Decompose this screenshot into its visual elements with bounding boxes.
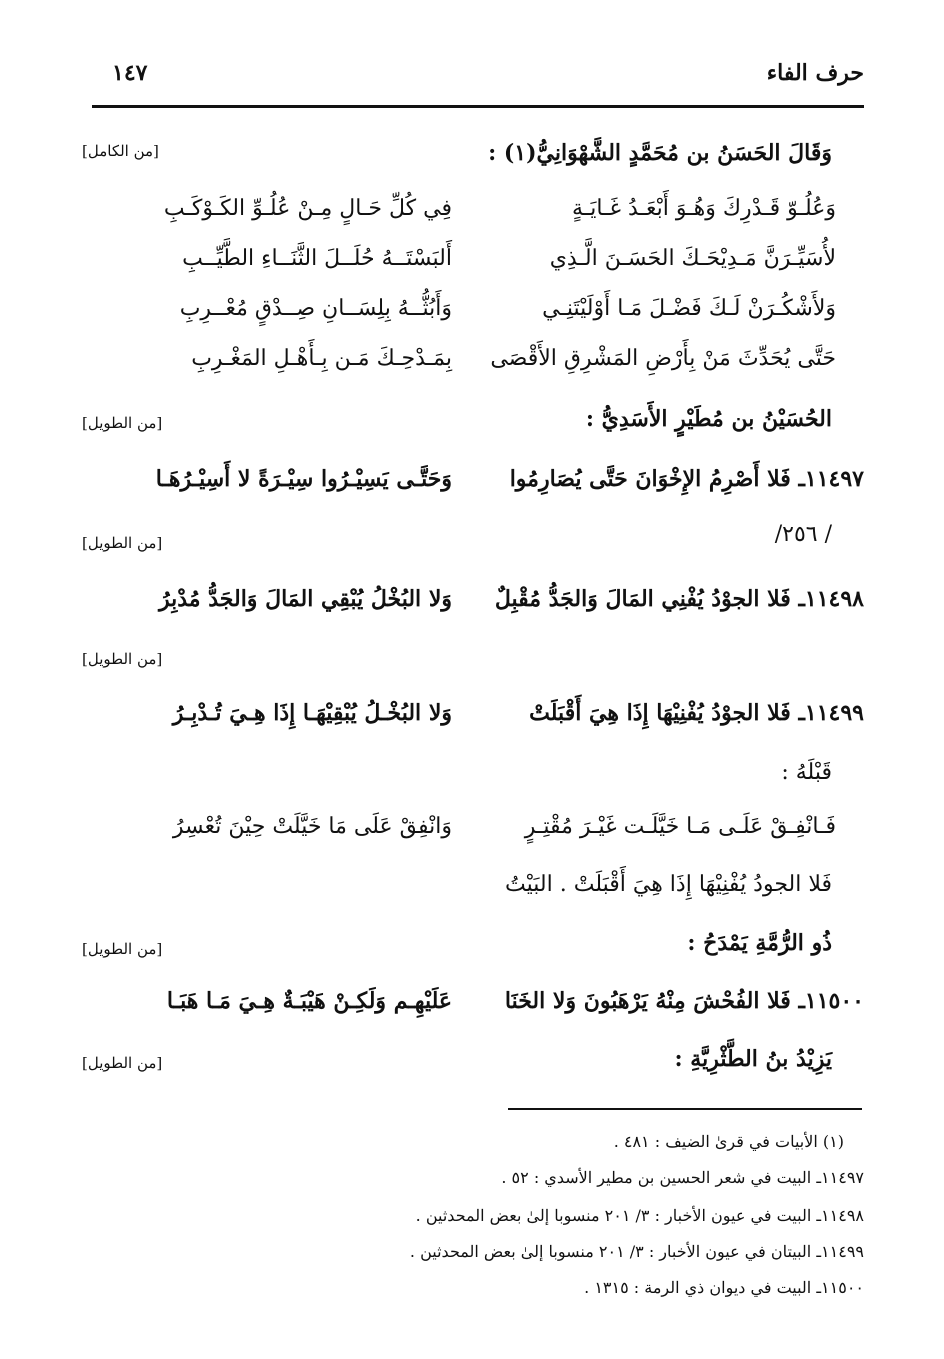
source-ref: / ٢٥٦/: [774, 522, 832, 547]
verse-text: فَلا الفُحْشَ مِنْهُ يَرْهَبُونَ وَلا الخَنَا: [504, 988, 791, 1014]
meter-label: [من الطويل]: [82, 534, 163, 552]
running-title: حرف الفاء: [766, 60, 864, 86]
header-rule: [92, 105, 864, 108]
footnote: ١١٤٩٨ـ البيت في عيون الأخبار : ٣/ ٢٠١ منسوبا إلىٰ بعض المحدثين .: [415, 1206, 864, 1225]
meter-label: [من الطويل]: [82, 1054, 163, 1072]
numbered-verse-first: [474, 700, 864, 726]
verse-text: فَلا الجوْدُ يُفْنِيْهَا إِذَا هِيَ أَقْبَلَتْ: [529, 700, 791, 726]
verse-text: فَلا أَصْرِمُ الإِخْوَانَ حَتَّى يُصَارِمُوا: [509, 466, 791, 492]
poet-heading: الحُسَيْنُ بن مُطَيْرٍ الأَسَدِيُّ :: [585, 406, 832, 432]
verse-second-hemistich: بِمَـدْحِـكَ مَـن بِـأَهْـلِ المَغْـرِبِ: [191, 346, 452, 371]
poet-heading: وَقَالَ الحَسَنُ بن مُحَمَّدٍ الشَّهْوَانِيُّ(١) :: [488, 140, 832, 166]
verse-second-hemistich: وَانْفِقْ عَلَى مَا خَيَّلَتْ حِيْنَ تُعْسِرُ: [172, 814, 452, 839]
verse-number: ١١٤٩٩ـ: [798, 700, 864, 726]
meter-label: [من الطويل]: [82, 940, 163, 958]
page-number: ١٤٧: [112, 60, 148, 86]
numbered-verse-first: [474, 988, 864, 1014]
meter-label: [من الطويل]: [82, 414, 163, 432]
quoted-line: فَلا الجودُ يُفْنِيْهَا إِذَا هِيَ أَقْبَلَتْ . البَيْتُ: [505, 872, 832, 897]
verse-number: ١١٤٩٨ـ: [798, 586, 864, 612]
verse-second-hemistich: وَلا البُخْلُ يُبْقِي المَالَ وَالجَدُّ مُدْبِرُ: [158, 586, 452, 612]
poet-heading: يَزِيْدُ بنُ الطَّثْرِيَّةِ :: [674, 1046, 832, 1072]
footnote: ١١٥٠٠ـ البيت في ديوان ذي الرمة : ١٣١٥ .: [584, 1278, 864, 1297]
meter-label: [من الكامل]: [82, 142, 159, 160]
numbered-verse-first: [474, 466, 864, 492]
meter-label: [من الطويل]: [82, 650, 163, 668]
verse-second-hemistich: وَأَبُثُّــهُ بِلِسَــانِ صِــدْقٍ مُعْــرِبِ: [179, 296, 452, 321]
verse-first-hemistich: وَعُلُـوّ قَـدْرِكَ وَهُـوَ أَبْعَـدُ غَـايَـةٍ: [572, 196, 836, 221]
verse-second-hemistich: عَلَيْهِـم وَلَكِـنْ هَيْبَـةٌ هِـيَ مَـا هَبَـا: [166, 988, 452, 1014]
verse-number: ١١٥٠٠ـ: [798, 988, 864, 1014]
footnote: (١) الأبيات في قرىٰ الضيف : ٤٨١ .: [613, 1132, 844, 1151]
footnote-rule: [508, 1108, 862, 1110]
footnote: ١١٤٩٩ـ البيتان في عيون الأخبار : ٣/ ٢٠١ منسوبا إلىٰ بعض المحدثين .: [409, 1242, 864, 1261]
poet-heading: ذُو الرُّمَّةِ يَمْدَحُ :: [687, 930, 832, 956]
verse-second-hemistich: أَلبَسْتَــهُ حُلَــلَ الثَّنَــاءِ الطَّيِّــبِ: [182, 246, 452, 271]
verse-second-hemistich: فِي كُلِّ حَـالٍ مِـنْ عُلُـوِّ الكَـوْكَـبِ: [163, 196, 452, 221]
verse-second-hemistich: وَلا البُخْـلُ يُبْقِيْهَـا إِذَا هِـيَ تُـدْبِـرُ: [172, 700, 452, 726]
numbered-verse-first: [474, 586, 864, 612]
verse-first-hemistich: فَـانْفِـقْ عَلَـى مَـا خَيَّلَـت غَيْـرَ مُقْتِـرٍ: [524, 814, 836, 839]
footnote: ١١٤٩٧ـ البيت في شعر الحسين بن مطير الأسدي : ٥٢ .: [501, 1168, 864, 1187]
verse-first-hemistich: وَلأَشْكُـرَنْ لَـكَ فَضْـلَ مَـا أَوْلَيْتَنِـي: [542, 296, 836, 321]
before-label: قَبْلَهُ :: [781, 760, 832, 785]
verse-number: ١١٤٩٧ـ: [798, 466, 864, 492]
verse-text: فَلا الجوْدُ يُفْنِي المَالَ وَالجَدُّ مُقْبِلٌ: [494, 586, 791, 612]
verse-second-hemistich: وَحَتَّـى يَسِيْـرُوا سِيْـرَةً لا أَسِيْـرُهَـا: [155, 466, 452, 492]
verse-first-hemistich: حَتَّى يُحَدِّثَ مَنْ بِأَرْضِ المَشْرِقِ الأَقْصَى: [490, 346, 836, 371]
verse-first-hemistich: لأُسَيِّـرَنَّ مَـدِيْحَـكَ الحَسَـنَ الَّـذِي: [549, 246, 836, 271]
